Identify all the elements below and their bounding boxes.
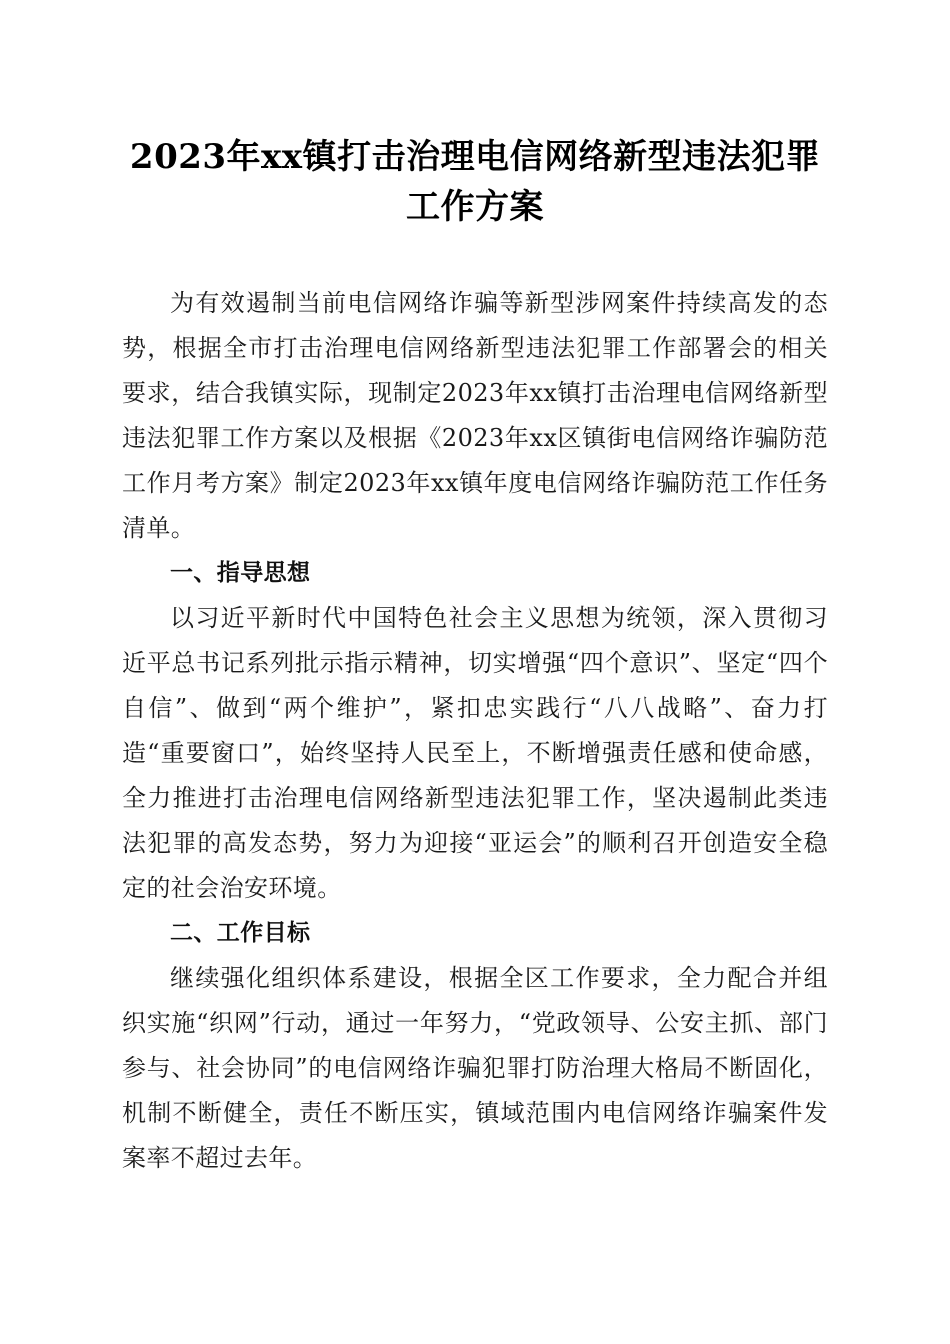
title-line-1: 2023年xx镇打击治理电信网络新型违法犯罪 xyxy=(129,137,821,177)
section-heading-work-goals: 二、工作目标 xyxy=(170,920,311,946)
section-body-guiding-ideology: 以习近平新时代中国特色社会主义思想为统领，深入贯彻习近平总书记系列批示指示精神，切实增强“四个意识”、坚定“四个自信”、做到“两个维护”，紧扣忠实践行“八八战略”、奋力打造“重要窗口”，始终坚持人民至上，不断增强责任感和使命感，全力推进打击治理电信网络新型违法犯罪工作，坚决遏制此类违法犯罪的高发态势，努力为迎接“亚运会”的顺利召开创造安全稳定的社会治安环境。 xyxy=(122,604,828,902)
document-title xyxy=(122,132,828,232)
section-heading-guiding-ideology: 一、指导思想 xyxy=(170,560,311,586)
intro-paragraph: 为有效遏制当前电信网络诈骗等新型涉网案件持续高发的态势，根据全市打击治理电信网络新型违法犯罪工作部署会的相关要求，结合我镇实际，现制定2023年xx镇打击治理电信网络新型违法犯罪工作方案以及根据《2023年xx区镇街电信网络诈骗防范工作月考方案》制定2023年xx镇年度电信网络诈骗防范工作任务清单。 xyxy=(122,289,828,542)
title-line-2: 工作方案 xyxy=(406,187,544,227)
document-body xyxy=(122,281,828,1181)
document-page xyxy=(122,132,828,1181)
section-body-work-goals: 继续强化组织体系建设，根据全区工作要求，全力配合并组织实施“织网”行动，通过一年努力，“党政领导、公安主抓、部门参与、社会协同”的电信网络诈骗犯罪打防治理大格局不断固化，机制不断健全，责任不断压实，镇域范围内电信网络诈骗案件发案率不超过去年。 xyxy=(122,964,828,1172)
